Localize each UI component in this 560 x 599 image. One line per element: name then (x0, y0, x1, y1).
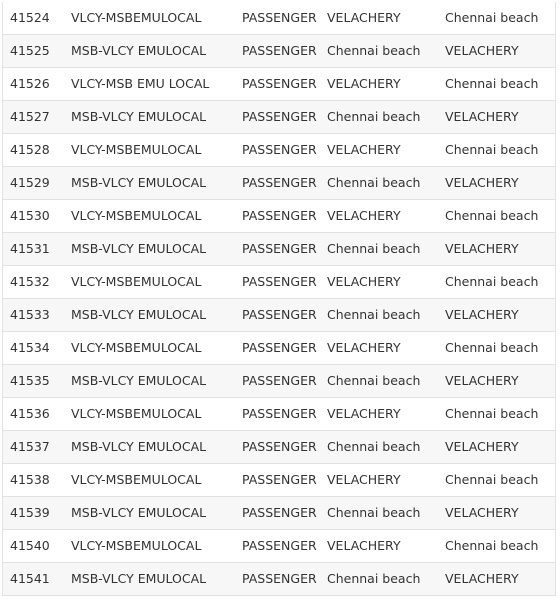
to-station: VELACHERY (445, 307, 519, 322)
train-type: PASSENGER (242, 175, 317, 190)
from-station: Chennai beach (327, 373, 421, 388)
to-station: VELACHERY (445, 571, 519, 586)
to-station: Chennai beach (445, 472, 539, 487)
train-name[interactable]: VLCY-MSBEMULOCAL (71, 208, 202, 223)
train-type: PASSENGER (242, 76, 317, 91)
from-station: VELACHERY (327, 472, 401, 487)
train-number: 41534 (10, 340, 50, 355)
train-type: PASSENGER (242, 109, 317, 124)
train-number: 41533 (10, 307, 50, 322)
train-name[interactable]: MSB-VLCY EMULOCAL (71, 175, 207, 190)
table-row[interactable] (3, 2, 555, 35)
from-station: Chennai beach (327, 505, 421, 520)
table-row[interactable] (3, 464, 555, 497)
from-station: Chennai beach (327, 43, 421, 58)
table-row[interactable] (3, 35, 555, 68)
table-row[interactable] (3, 530, 555, 563)
to-station: VELACHERY (445, 43, 519, 58)
to-station: Chennai beach (445, 538, 539, 553)
train-name[interactable]: VLCY-MSBEMULOCAL (71, 406, 202, 421)
table-row[interactable] (3, 332, 555, 365)
train-type: PASSENGER (242, 340, 317, 355)
train-number: 41524 (10, 10, 50, 25)
table-row[interactable] (3, 497, 555, 530)
to-station: Chennai beach (445, 142, 539, 157)
train-name[interactable]: MSB-VLCY EMULOCAL (71, 109, 207, 124)
to-station: VELACHERY (445, 109, 519, 124)
train-number: 41525 (10, 43, 50, 58)
from-station: VELACHERY (327, 142, 401, 157)
train-name[interactable]: MSB-VLCY EMULOCAL (71, 241, 207, 256)
from-station: Chennai beach (327, 175, 421, 190)
to-station: VELACHERY (445, 439, 519, 454)
train-type: PASSENGER (242, 373, 317, 388)
train-number: 41529 (10, 175, 50, 190)
train-name[interactable]: MSB-VLCY EMULOCAL (71, 571, 207, 586)
train-name[interactable]: VLCY-MSBEMULOCAL (71, 340, 202, 355)
to-station: VELACHERY (445, 241, 519, 256)
train-name[interactable]: MSB-VLCY EMULOCAL (71, 43, 207, 58)
train-name[interactable]: VLCY-MSBEMULOCAL (71, 472, 202, 487)
train-type: PASSENGER (242, 241, 317, 256)
to-station: Chennai beach (445, 406, 539, 421)
train-number: 41541 (10, 571, 50, 586)
from-station: VELACHERY (327, 538, 401, 553)
to-station: VELACHERY (445, 373, 519, 388)
table-row[interactable] (3, 134, 555, 167)
train-number: 41528 (10, 142, 50, 157)
table-row[interactable] (3, 233, 555, 266)
from-station: Chennai beach (327, 109, 421, 124)
table-row[interactable] (3, 398, 555, 431)
from-station: VELACHERY (327, 10, 401, 25)
table-row[interactable] (3, 68, 555, 101)
train-number: 41536 (10, 406, 50, 421)
table-row[interactable] (3, 365, 555, 398)
train-type: PASSENGER (242, 43, 317, 58)
train-number: 41530 (10, 208, 50, 223)
table-row[interactable] (3, 563, 555, 596)
train-type: PASSENGER (242, 208, 317, 223)
from-station: VELACHERY (327, 274, 401, 289)
to-station: VELACHERY (445, 505, 519, 520)
from-station: VELACHERY (327, 340, 401, 355)
train-name[interactable]: VLCY-MSBEMULOCAL (71, 10, 202, 25)
train-type: PASSENGER (242, 538, 317, 553)
train-type: PASSENGER (242, 571, 317, 586)
from-station: Chennai beach (327, 571, 421, 586)
to-station: Chennai beach (445, 340, 539, 355)
train-type: PASSENGER (242, 307, 317, 322)
to-station: Chennai beach (445, 10, 539, 25)
train-name[interactable]: VLCY-MSBEMULOCAL (71, 274, 202, 289)
from-station: Chennai beach (327, 241, 421, 256)
train-number: 41535 (10, 373, 50, 388)
to-station: Chennai beach (445, 208, 539, 223)
train-type: PASSENGER (242, 10, 317, 25)
train-name[interactable]: VLCY-MSBEMULOCAL (71, 142, 202, 157)
to-station: Chennai beach (445, 76, 539, 91)
table-row[interactable] (3, 431, 555, 464)
table-row[interactable] (3, 101, 555, 134)
train-number: 41526 (10, 76, 50, 91)
train-type: PASSENGER (242, 274, 317, 289)
train-name[interactable]: VLCY-MSBEMULOCAL (71, 538, 202, 553)
train-number: 41531 (10, 241, 50, 256)
table-row[interactable] (3, 200, 555, 233)
train-name[interactable]: MSB-VLCY EMULOCAL (71, 439, 207, 454)
train-number: 41539 (10, 505, 50, 520)
train-number: 41540 (10, 538, 50, 553)
train-type: PASSENGER (242, 439, 317, 454)
from-station: Chennai beach (327, 439, 421, 454)
train-type: PASSENGER (242, 406, 317, 421)
train-name[interactable]: VLCY-MSB EMU LOCAL (71, 76, 210, 91)
table-row[interactable] (3, 299, 555, 332)
train-type: PASSENGER (242, 505, 317, 520)
train-type: PASSENGER (242, 142, 317, 157)
from-station: VELACHERY (327, 76, 401, 91)
to-station: VELACHERY (445, 175, 519, 190)
table-row[interactable] (3, 266, 555, 299)
train-number: 41538 (10, 472, 50, 487)
train-number: 41532 (10, 274, 50, 289)
train-name[interactable]: MSB-VLCY EMULOCAL (71, 307, 207, 322)
train-number: 41537 (10, 439, 50, 454)
train-name[interactable]: MSB-VLCY EMULOCAL (71, 373, 207, 388)
from-station: VELACHERY (327, 208, 401, 223)
train-name[interactable]: MSB-VLCY EMULOCAL (71, 505, 207, 520)
from-station: Chennai beach (327, 307, 421, 322)
train-table (2, 2, 556, 596)
table-row[interactable] (3, 167, 555, 200)
train-type: PASSENGER (242, 472, 317, 487)
train-number: 41527 (10, 109, 50, 124)
to-station: Chennai beach (445, 274, 539, 289)
from-station: VELACHERY (327, 406, 401, 421)
